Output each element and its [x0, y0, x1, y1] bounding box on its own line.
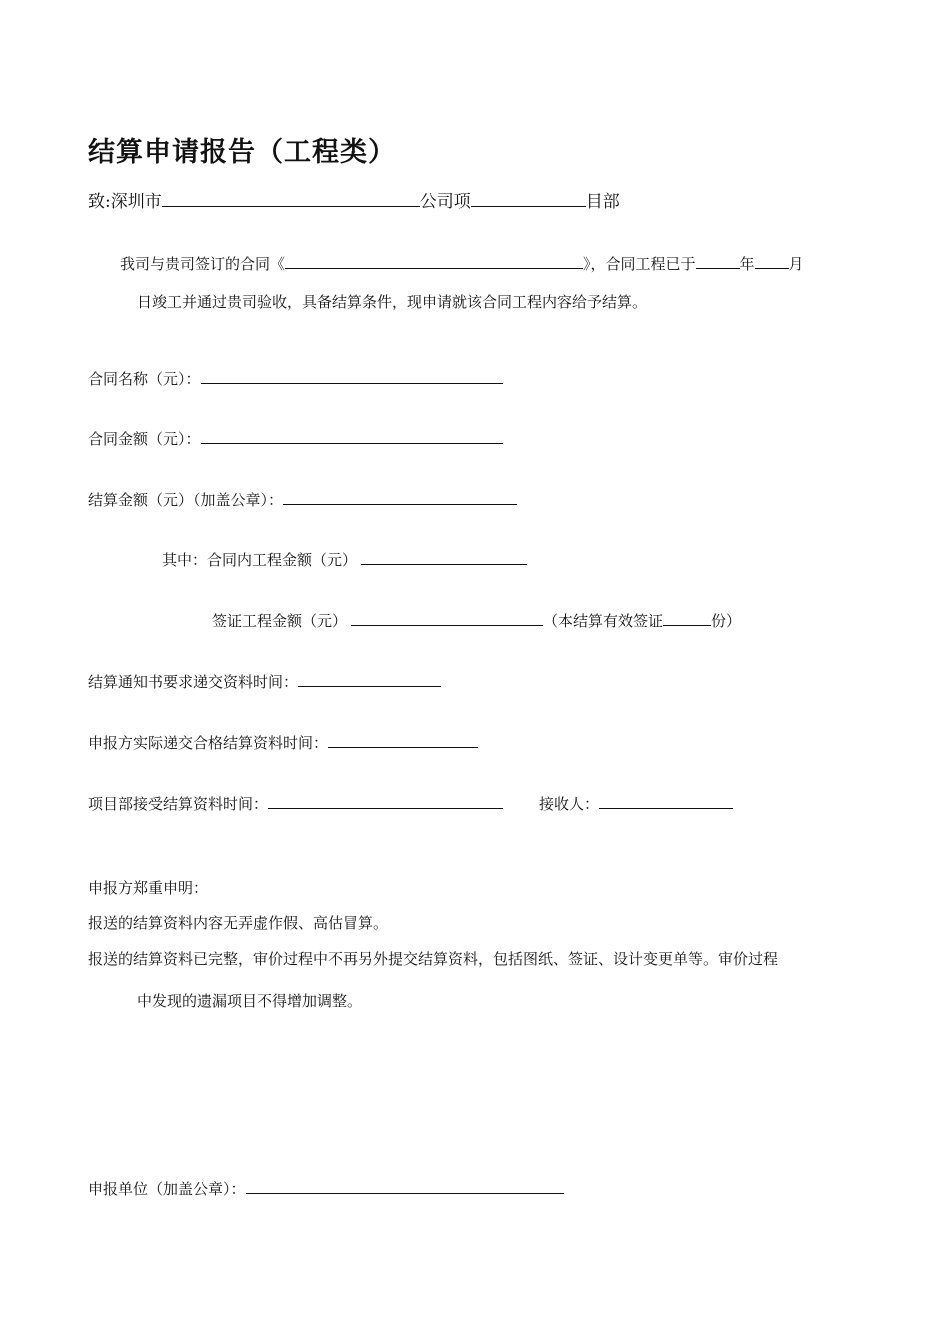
month-blank[interactable]: [755, 252, 789, 269]
intro-month-label: 月: [788, 255, 804, 273]
notice-time-row: [88, 670, 441, 692]
visa-amount-field[interactable]: [351, 609, 543, 626]
visa-note-label: （本结算有效签证: [543, 612, 664, 630]
contract-name-row: [88, 367, 503, 389]
declaration-item-2b: 中发现的遗漏项目不得增加调整。: [137, 992, 363, 1010]
visa-count-unit: 份）: [711, 612, 742, 630]
contract-amount-field[interactable]: [201, 427, 503, 444]
declaration-item-2a: 报送的结算资料已完整，审价过程中不再另外提交结算资料，包括图纸、签证、设计变更单等。审价过程: [88, 950, 779, 968]
notice-time-label: 结算通知书要求递交资料时间：: [88, 673, 299, 691]
inner-amount-row: [162, 548, 527, 570]
receive-time-field[interactable]: [268, 792, 503, 809]
notice-time-field[interactable]: [298, 670, 441, 687]
intro-line-2: 日竣工并通过贵司验收，具备结算条件，现申请就该合同工程内容给予结算。: [137, 293, 648, 311]
settlement-amount-label: 结算金额（元）（加盖公章）：: [88, 491, 284, 509]
applicant-field[interactable]: [246, 1177, 564, 1194]
declaration-heading: 申报方郑重申明：: [88, 879, 209, 897]
company-blank[interactable]: [162, 187, 420, 207]
settlement-amount-row: [88, 488, 517, 510]
receive-time-label: 项目部接受结算资料时间：: [88, 795, 269, 813]
intro-text-a: 我司与贵司签订的合同《: [120, 255, 286, 273]
receiver-field[interactable]: [599, 792, 733, 809]
contract-amount-label: 合同金额（元）：: [88, 430, 201, 448]
contract-amount-row: [88, 427, 503, 449]
receive-time-row: [88, 792, 503, 814]
contract-title-blank[interactable]: [285, 252, 583, 269]
declaration-item-1: 报送的结算资料内容无弄虚作假、高估冒算。: [88, 914, 389, 932]
actual-time-label: 申报方实际递交合格结算资料时间：: [88, 734, 329, 752]
addressee-middle: 公司项: [419, 192, 471, 212]
intro-line-1: [120, 252, 804, 274]
applicant-row: [88, 1177, 564, 1199]
intro-year-label: 年: [739, 255, 755, 273]
page-title: 结算申请报告（工程类）: [88, 137, 396, 168]
visa-amount-label: 签证工程金额（元）: [212, 612, 348, 630]
visa-count-field[interactable]: [663, 609, 711, 626]
applicant-label: 申报单位（加盖公章）：: [88, 1180, 246, 1198]
addressee-line: [88, 187, 620, 214]
receiver-label: 接收人：: [539, 795, 600, 813]
visa-amount-row: [212, 609, 741, 631]
intro-text-b: 》，合同工程已于: [583, 255, 696, 273]
inner-amount-field[interactable]: [361, 548, 527, 565]
contract-name-label: 合同名称（元）：: [88, 370, 201, 388]
addressee-prefix: 致:深圳市: [88, 192, 162, 212]
year-blank[interactable]: [696, 252, 740, 269]
actual-time-field[interactable]: [328, 731, 478, 748]
contract-name-field[interactable]: [201, 367, 503, 384]
inner-amount-label: 其中：合同内工程金额（元）: [162, 551, 358, 569]
project-blank[interactable]: [471, 187, 586, 207]
actual-time-row: [88, 731, 478, 753]
receiver-row: [539, 792, 733, 814]
addressee-suffix: 目部: [585, 192, 620, 212]
settlement-amount-field[interactable]: [283, 488, 517, 505]
